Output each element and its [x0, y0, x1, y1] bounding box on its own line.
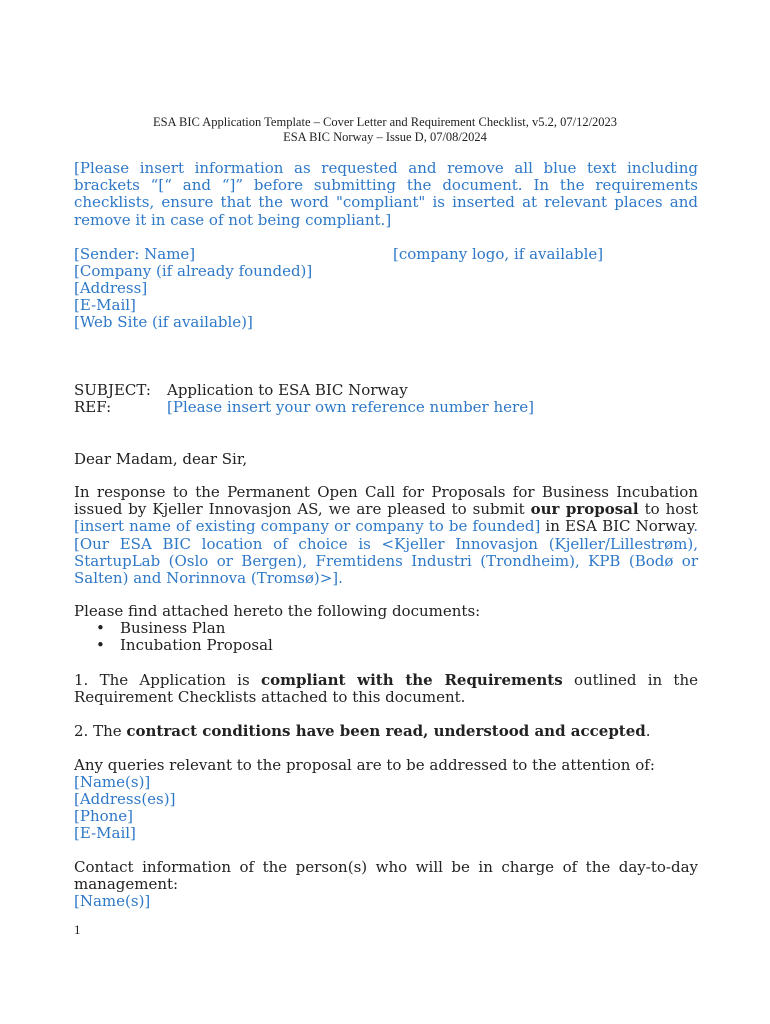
sender-name: [Sender: Name] [74, 245, 196, 263]
point-1-rest: outlined in the Requirement Checklists attached to this document. [74, 671, 699, 707]
point-2-bold: contract conditions have been read, understood and accepted [126, 722, 646, 740]
contact-intro: Contact information of the person(s) who will be in charge of the day-to-day management: [74, 858, 698, 894]
queries-addresses: [Address(es)] [74, 790, 176, 808]
list-item [74, 637, 698, 654]
intro-bold-proposal: our proposal [530, 500, 639, 519]
intro-company-placeholder: [insert name of existing company or company to be founded] [74, 517, 541, 536]
point-1-bold: compliant with the Requirements [260, 671, 563, 689]
intro-text-4: . [693, 517, 698, 536]
list-item [74, 620, 698, 637]
intro-location-placeholder: [Our ESA BIC location of choice is <Kjeller Innovasjon (Kjeller/Lillestrøm), StartupLab (Oslo or Bergen), Fremtidens Industri (Trondheim), KPB (Bodø or Salten) and Norinnova (Tromsø)>]. [74, 534, 698, 588]
sender-email: [E-Mail] [74, 296, 136, 314]
intro-paragraph [74, 484, 698, 587]
bullet-icon: • [96, 619, 105, 637]
subject-label: SUBJECT: [74, 381, 151, 399]
document-item-business-plan: Business Plan [120, 619, 226, 637]
header-line-2: ESA BIC Norway – Issue D, 07/08/2024 [283, 130, 487, 144]
bullet-icon: • [96, 636, 105, 655]
subject-value: Application to ESA BIC Norway [167, 381, 408, 399]
header-line-1: ESA BIC Application Template – Cover Letter and Requirement Checklist, v5.2, 07/12/2023 [152, 115, 618, 129]
intro-text-3: in ESA BIC Norway [540, 517, 694, 536]
sender-website: [Web Site (if available)] [74, 313, 253, 331]
intro-text-2: to host [638, 500, 699, 519]
company-logo-placeholder: [company logo, if available] [393, 245, 604, 263]
queries-phone: [Phone] [74, 807, 134, 825]
point-1-paragraph [74, 672, 698, 706]
point-1-lead: 1. The Application is [74, 671, 261, 689]
documents-intro: Please find attached hereto the following documents: [74, 602, 481, 620]
contact-names: [Name(s)] [74, 892, 151, 910]
sender-address: [Address] [74, 279, 148, 297]
queries-intro: Any queries relevant to the proposal are to be addressed to the attention of: [74, 756, 655, 774]
point-2-lead: 2. The [74, 722, 127, 740]
point-2-rest: . [645, 722, 651, 740]
sender-company: [Company (if already founded)] [74, 262, 313, 280]
queries-names: [Name(s)] [74, 773, 151, 791]
document-item-incubation-proposal: Incubation Proposal [120, 636, 273, 655]
intro-text-1: In response to the Permanent Open Call for Proposals for Business Incubation issued by Kjeller Innovasjon AS, we are pleased to submit [74, 483, 698, 519]
queries-email: [E-Mail] [74, 824, 136, 842]
salutation: Dear Madam, dear Sir, [74, 450, 248, 468]
instructions-paragraph: [Please insert information as requested and remove all blue text including brackets “[“ and “]” before submitting the document. In the requirements checklists, ensure that the word "compliant" is inserted at relevant places and remove it in case of not being compliant.] [74, 159, 698, 229]
ref-value: [Please insert your own reference number here] [167, 398, 534, 416]
page-number: 1 [74, 922, 81, 937]
ref-label: REF: [74, 398, 112, 416]
point-2-paragraph [74, 723, 698, 740]
documents-list [74, 620, 698, 654]
